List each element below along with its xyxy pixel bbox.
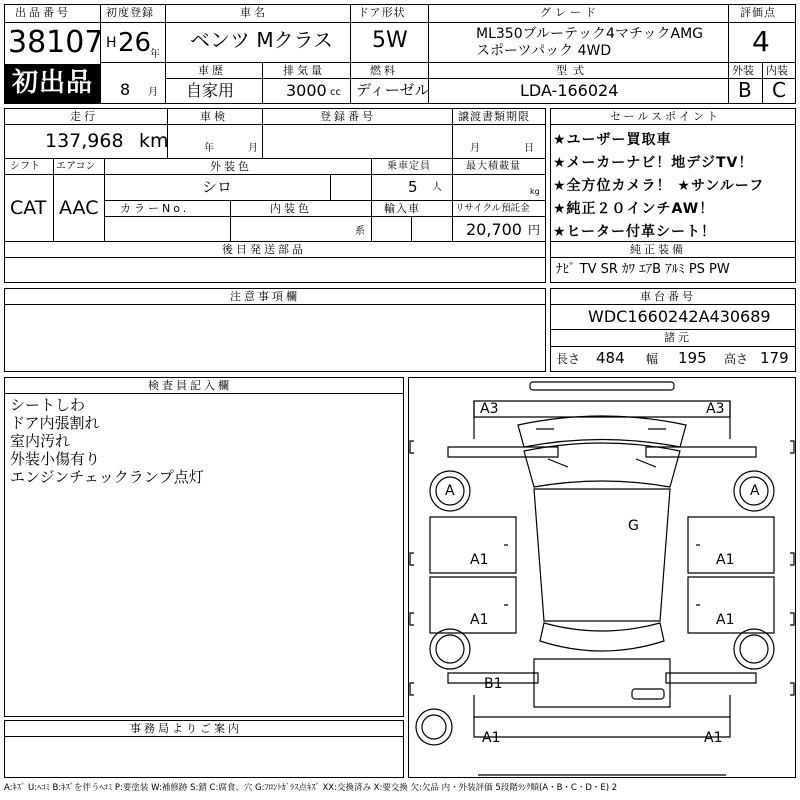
sales-points-header: セールスポイント	[610, 110, 722, 123]
damage-label: A1	[716, 552, 735, 568]
fuel-header: 燃料	[370, 64, 398, 77]
height: 179	[760, 349, 789, 367]
score: 4	[752, 25, 770, 58]
damage-label: A1	[704, 730, 723, 746]
reg-year-unit: 年	[150, 49, 160, 60]
shift: CAT	[10, 197, 47, 219]
load-header: 最大積載量	[466, 161, 521, 172]
reg-number-header: 登録番号	[320, 110, 376, 123]
inspection-month-unit: 月	[248, 143, 258, 154]
inspection-header: 車検	[200, 110, 228, 123]
chassis-header: 車台番号	[640, 290, 696, 303]
model-header: 型式	[556, 64, 590, 77]
capacity-unit: 人	[432, 182, 442, 193]
damage-label: A1	[482, 730, 501, 746]
sales-point: ★純正２０インチAW！	[553, 201, 715, 217]
history-header: 車歴	[198, 64, 226, 77]
car-name-header: 車名	[240, 6, 268, 19]
door-header: ドア形状	[358, 6, 406, 19]
era: H	[106, 35, 117, 51]
ac-header: エアコン	[56, 161, 96, 172]
remark-line: シートしわ	[10, 396, 86, 414]
length: 484	[596, 349, 625, 367]
damage-label: A	[445, 483, 455, 499]
office-header: 事務局よりご案内	[130, 722, 242, 735]
sales-point: ★メーカーナビ！地デジTV！	[553, 155, 754, 171]
transfer-header: 譲渡書類期限	[458, 110, 530, 123]
int-header: 内装	[766, 64, 788, 77]
air-conditioner: AAC	[59, 197, 99, 219]
first-reg-header: 初度登録	[106, 6, 154, 19]
damage-label: B1	[484, 676, 503, 692]
car-name: ベンツ Mクラス	[190, 28, 334, 52]
exterior-color: シロ	[202, 178, 233, 196]
grade-line2: スポーツパック 4WD	[476, 43, 612, 59]
transfer-month-unit: 月	[470, 143, 480, 154]
displacement-unit: cc	[330, 87, 341, 98]
remark-line: エンジンチェックランプ点灯	[10, 468, 204, 486]
int-color-unit: 系	[355, 226, 365, 237]
chassis-number: WDC1660242A430689	[588, 307, 771, 326]
import-header: 輸入車	[384, 202, 420, 215]
fuel: ディーゼル	[356, 81, 430, 99]
damage-label: A	[750, 483, 760, 499]
damage-label: A3	[480, 401, 499, 417]
remark-line: 室内汚れ	[10, 432, 71, 450]
grade-line1: ML350ブルーテック4マチックAMG	[476, 26, 704, 42]
color-no-header: カラーNo.	[120, 202, 190, 215]
sales-point: ★ユーザー買取車	[553, 132, 672, 148]
equipment-list: ﾅﾋﾞ TV SR ｶﾜ ｴｱB ｱﾙﾐ PS PW	[556, 262, 730, 277]
car-diagram	[408, 377, 796, 778]
door-type: 5W	[372, 28, 408, 53]
model-code: LDA-166024	[520, 81, 619, 100]
score-header: 評価点	[740, 6, 776, 19]
damage-label: A1	[716, 612, 735, 628]
recycle-header: リサイクル預託金	[455, 203, 530, 214]
int-grade: C	[772, 78, 786, 102]
inspector-remarks	[10, 396, 204, 486]
reg-month-unit: 月	[148, 87, 158, 98]
capacity: 5	[408, 178, 418, 196]
height-label: 高さ	[724, 352, 749, 366]
notes-header: 注意事項欄	[230, 290, 300, 303]
specs-header: 諸元	[664, 331, 692, 344]
sales-points-list	[553, 129, 764, 244]
displacement: 3000	[286, 81, 327, 100]
color-header: 外装色	[210, 160, 252, 173]
sales-point: ★全方位カメラ！ ★サンルーフ	[553, 178, 765, 194]
displacement-header: 排気量	[283, 64, 325, 77]
ext-grade: B	[738, 78, 752, 102]
first-listing-text: 初出品	[12, 68, 94, 98]
transfer-day-unit: 日	[524, 143, 534, 154]
int-color-header: 内装色	[270, 202, 312, 215]
shift-header: シフト	[10, 161, 40, 172]
length-label: 長さ	[556, 352, 581, 366]
grade-header: グレード	[540, 6, 600, 19]
damage-label: A3	[706, 401, 725, 417]
width: 195	[678, 349, 707, 367]
lot-number: 38107	[8, 25, 104, 60]
mileage: 137,968	[45, 130, 124, 152]
ext-header: 外装	[732, 64, 754, 77]
lot-number-header: 出品番号	[15, 6, 71, 19]
reg-month: 8	[120, 80, 131, 99]
remark-line: ドア内張割れ	[10, 414, 100, 432]
recycle-unit: 円	[528, 223, 541, 237]
load-unit: kg	[530, 187, 540, 196]
recycle-fee: 20,700	[466, 220, 522, 239]
equipment-header: 純正装備	[630, 243, 686, 256]
remark-line: 外装小傷有り	[10, 450, 101, 468]
capacity-header: 乗車定員	[387, 161, 431, 172]
damage-label: G	[628, 518, 639, 534]
later-parts-header: 後日発送部品	[222, 243, 306, 256]
damage-label: A1	[470, 552, 489, 568]
legend-footer: A:ｷｽﾞ U:ﾍｺﾐ B:ｷｽﾞを伴うﾍｺﾐ P:要塗装 W:補修跡 S:錆 C:腐食、穴 G:ﾌﾛﾝﾄｶﾞﾗｽ点ｷｽﾞ XX:交換済み X:要交換 欠:欠品 内・外装評価 5段階ﾗﾝｸ順(A・B・C・D・E) 2	[4, 783, 618, 793]
history: 自家用	[186, 81, 235, 100]
width-label: 幅	[646, 352, 659, 366]
inspector-header: 検査員記入欄	[148, 379, 232, 392]
reg-year: 26	[118, 28, 152, 58]
inspection-year-unit: 年	[204, 143, 214, 154]
mileage-header: 走行	[70, 110, 98, 123]
sales-point: ★ヒーター付革シート！	[553, 224, 716, 240]
damage-label: A1	[470, 612, 489, 628]
mileage-unit: km	[139, 130, 169, 152]
